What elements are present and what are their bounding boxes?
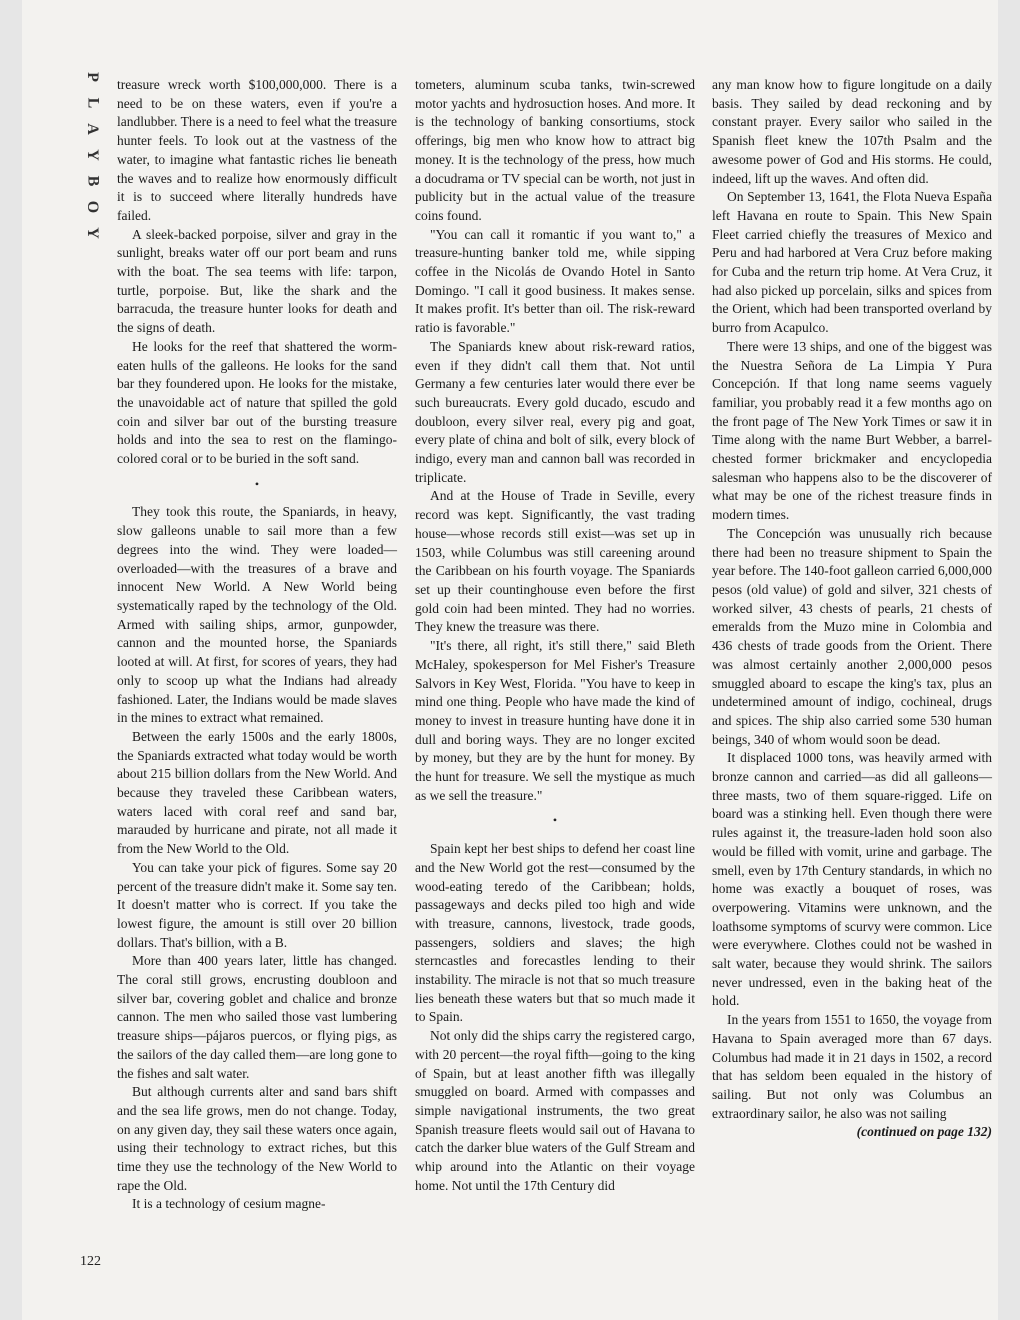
paragraph: A sleek-backed porpoise, silver and gray in the sunlight, breaks water off our port beam and runs with the boat. The sea teems with life: tarpon, turtle, porpoise. But, like the shark and the barracuda, the treasure hunter looks for death and the signs of death. — [117, 226, 397, 336]
text-column-3 — [712, 76, 992, 1142]
running-head-letter: B — [83, 175, 101, 187]
text-column-1 — [117, 76, 397, 1214]
paragraph: On September 13, 1641, the Flota Nueva España left Havana en route to Spain. This New Spain Fleet carried chiefly the treasures of Mexico and Peru and had harbored at Vera Cruz before making for Cuba and the return trip home. At Vera Cruz, it had also picked up porcelain, silks and spices from the Orient, which had been transported overland by burro from Acapulco. — [712, 189, 992, 336]
paragraph: Spain kept her best ships to defend her coast line and the New World got the rest—consumed by the wood-eating teredo of the Caribbean; holds, passageways and decks piled too high and wide with treasure, cannons, livestock, trade goods, passengers, soldiers and slaves; the high sterncastles and forecastles lending to their instability. The miracle is not that so much treasure lies beneath these waters but that so much made it to Spain. — [415, 841, 695, 1025]
paragraph: There were 13 ships, and one of the biggest was the Nuestra Señora de La Limpia Y Pura Concepción. If that long name seems vaguely familiar, you probably read it a few months ago on the front page of The New York Times or saw it in Time along with the name Burt Webber, a barrel-chested former brickmaker and encyclopedia salesman who happens also to be the discoverer of what may be one of the richest treasure finds in modern times. — [712, 338, 992, 523]
paragraph: And at the House of Trade in Seville, every record was kept. Significantly, the vast trading house—whose records still exist—was set up in 1503, while Columbus was still careening around the Caribbean on his fourth voyage. The Spaniards set up their countinghouse even before the first gold coin had been minted. They had no worries. They knew the treasure was there. — [415, 488, 695, 635]
running-head-letter: Y — [84, 149, 101, 161]
paragraph: It is a technology of cesium magne- — [132, 1196, 326, 1212]
paragraph: tometers, aluminum scuba tanks, twin-screwed motor yachts and hydrosuction hoses. And more. It is the technology of banking consortiums, stock offerings, big men who know how to attract big money. It is the technology of the press, how much a docudrama or TV special can be worth, not just in publicity but in the actual value of the treasure coins found. — [415, 77, 695, 223]
paragraph: The Concepción was unusually rich because there had been no treasure shipment to Spain the year before. The 140-foot galleon carried 6,000,000 pesos (old value) of gold and silver, 321 chests of worked silver, 43 chests of pearls, 21 chests of emeralds from the Muzo mine in Colombia and 436 chests of trade goods from the Orient. There was almost certainly another 2,000,000 pesos smuggled aboard to escape the king's tax, plus an undetermined amount of indigo, cochineal, drugs and spices. The ship also carried some 530 human beings, 340 of whom would soon be dead. — [712, 525, 992, 747]
paragraph: It displaced 1000 tons, was heavily armed with bronze cannon and carried—as did all galleons—three masts, two of them square-rigged. Life on board was a stinking hell. Even though there were rules against it, the treasure-laden hold soon also would be filled with vomit, urine and garbage. The smell, even by 17th Century standards, in which no home was exactly a bouquet of roses, was overpowering. Vitamins were unknown, and the loathsome symptoms of scurvy were common. Lice were everywhere. Clothes could not be washed in salt water, because they would shrink. The sailors never undressed, even in the baking heat of the hold. — [712, 750, 992, 1009]
paragraph: "It's there, all right, it's still there," said Bleth McHaley, spokesperson for Mel Fisher's Treasure Salvors in Key West, Florida. "You have to keep in mind one thing. People who have made the kind of money to invest in treasure hunting have done it in dull and boring ways. They are no longer excited by money, but they are by the hunt for money. By the hunt for treasure. We sell the mystique as much as we sell the treasure." — [415, 638, 695, 803]
paragraph: Between the early 1500s and the early 1800s, the Spaniards extracted what today would be worth about 215 billion dollars from the New World. And because they traveled these Caribbean waters, waters laced with coral reef and sand bar, marauded by hurricane and pirate, not all made it from the New World to the Old. — [117, 728, 397, 857]
running-head-letter: P — [84, 72, 101, 82]
paragraph: "You can call it romantic if you want to," a treasure-hunting banker told me, while sipping coffee in the Nicolás de Ovando Hotel in Santo Domingo. "I call it good business. It makes sense. It makes profit. It's better than oil. The risk-reward ratio is favorable." — [415, 226, 695, 336]
paragraph: The Spaniards knew about risk-reward ratios, even if they didn't call them that. Not until Germany a few centuries later would there ever be such bureaucrats. Every gold ducado, escudo and doubloon, every silver real, every pig and goat, every plate of china and bolt of silk, every block of indigo, every man and cannon ball was recorded in triplicate. — [415, 338, 695, 485]
continued-line: (continued on page 132) — [856, 1124, 992, 1140]
page-number: 122 — [80, 1254, 101, 1269]
running-head-letter: A — [84, 123, 101, 135]
section-bullet: • — [552, 813, 558, 828]
paragraph: He looks for the reef that shattered the worm-eaten hulls of the galleons. He looks for the sand bar they foundered upon. He looks for the mistake, the unavoidable act of nature that spilled the gold coin and silver bar out of the bursting treasure holds and into the sea to rest on the flamingo-colored coral or to be buried in the soft sand. — [117, 338, 397, 467]
paragraph: treasure wreck worth $100,000,000. There is a need to be on these waters, even if you're a landlubber. There is a need to feel what the treasure hunter feels. To look out at the vastness of the water, to imagine what fantastic riches lie beneath the waves and to realize how enormously difficult it is to succeed where literally hundreds have failed. — [117, 77, 397, 223]
paragraph: They took this route, the Spaniards, in heavy, slow galleons unable to sail more than a few degrees into the wind. They were loaded—overloaded—with the treasures of a brave and innocent New World. A New World being systematically raped by the technology of the Old. Armed with sailing ships, armor, gunpowder, cannon and the mounted horse, the Spaniards looted at will. At first, for scores of years, they had only to scoop up what the Indians had already fashioned. Later, the Indians would be made slaves in the mines to extract what remained. — [117, 504, 397, 726]
paragraph: More than 400 years later, little has changed. The coral still grows, encrusting doubloon and silver bar, covering goblet and chalice and bronze cannon. The men who sailed those vast lumbering treasure ships—pájaros puercos, or flying pigs, as the sailors of the day called them—are long gone to the fishes and salt water. — [117, 953, 397, 1081]
section-bullet: • — [254, 476, 260, 491]
paragraph: any man know how to figure longitude on a daily basis. They sailed by dead reckoning and by constant prayer. Every sailor who sailed in the Spanish fleet knew the 107th Psalm and the awesome power of God and His storms. He could, indeed, lift up the waves. And often did. — [712, 77, 992, 186]
paragraph: But although currents alter and sand bars shift and the sea life grows, men do not change. Today, on any given day, they sail these waters once again, using their technology to extract riches, but this time they use the technology of the New World to rape the Old. — [117, 1084, 397, 1193]
running-head-letter: Y — [84, 227, 101, 239]
running-head-letter: L — [83, 97, 101, 109]
running-head — [83, 70, 101, 240]
paragraph: Not only did the ships carry the registered cargo, with 20 percent—the royal fifth—going to the king of Spain, but at least another fifth was illegally smuggled on board. Armed with compasses and simple navigational instruments, the two great Spanish treasure fleets would sail out of Havana to catch the darker blue waters of the Gulf Stream and whip around into the Atlantic on their voyage home. Not until the 17th Century did — [415, 1028, 695, 1193]
paragraph: You can take your pick of figures. Some say 20 percent of the treasure didn't make it. Some say ten. It doesn't matter who is correct. If you take the lowest figure, the amount is still over 20 billion dollars. That's billion, with a B. — [117, 859, 397, 950]
magazine-page — [22, 0, 998, 1320]
paragraph: In the years from 1551 to 1650, the voyage from Havana to Spain averaged more than 67 days. Columbus had made it in 21 days in 1502, a record that has seldom been equaled in the history of sailing. But not only was Columbus an extraordinary sailor, he also was not sailing — [712, 1012, 992, 1121]
text-column-2 — [415, 76, 695, 1195]
running-head-letter: O — [83, 200, 101, 214]
